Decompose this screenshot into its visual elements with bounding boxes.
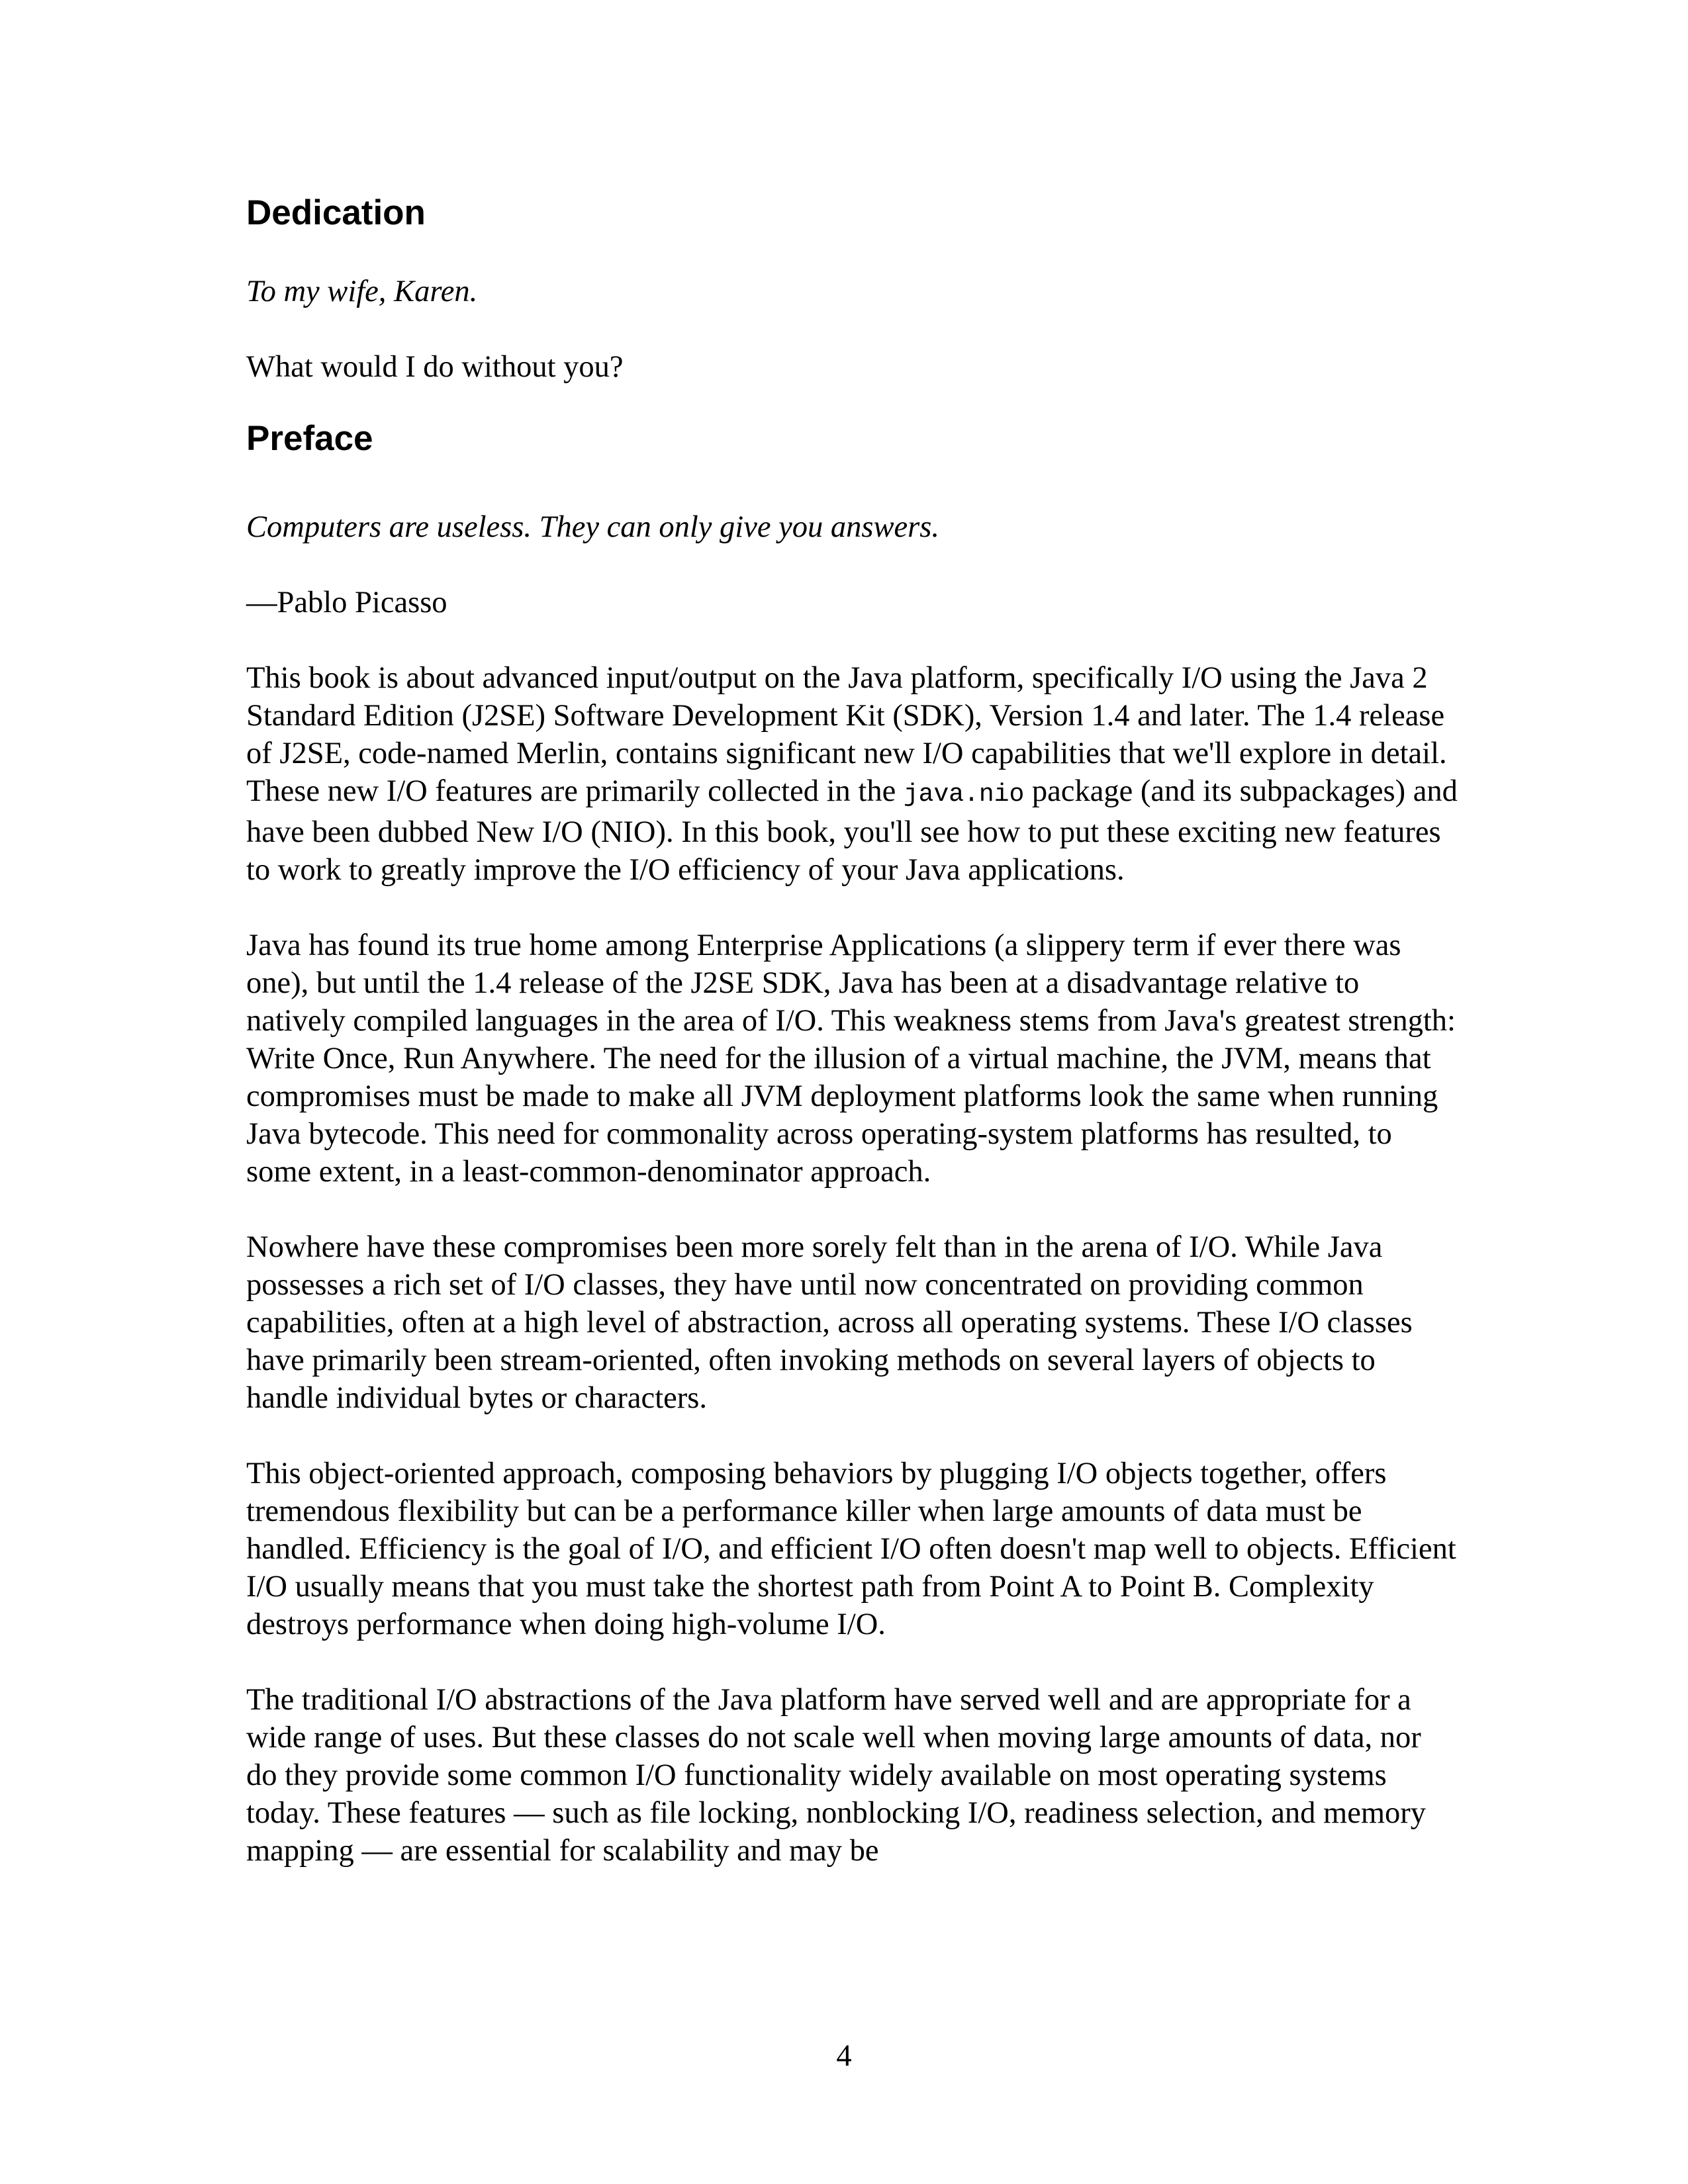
preface-paragraph-1: [246, 659, 1458, 889]
inline-code: java.nio: [903, 780, 1025, 809]
preface-paragraph-4: This object-oriented approach, composing behaviors by plugging I/O objects together, offers tremendous flexibility but can be a performance killer when large amounts of data must be handled. Efficiency is the goal of I/O, and efficient I/O often doesn't map well to objects. Efficient I/O usually means that you must take the shortest path from Point A to Point B. Complexity destroys performance when doing high-volume I/O.: [246, 1457, 1456, 1642]
dedication-heading: Dedication: [246, 193, 426, 232]
preface-paragraph-2: Java has found its true home among Enterprise Applications (a slippery term if ever there was one), but until the 1.4 release of the J2SE SDK, Java has been at a disadvantage relative to natively compiled languages in the area of I/O. This weakness stems from Java's greatest strength: Write Once, Run Anywhere. The need for the illusion of a virtual machine, the JVM, means that compromises must be made to make all JVM deployment platforms look the same when running Java bytecode. This need for commonality across operating-system platforms has resulted, to some extent, in a least-common-denominator approach.: [246, 929, 1456, 1189]
page-number: 4: [836, 2039, 852, 2073]
epigraph-quote: Computers are useless. They can only give you answers.: [246, 510, 939, 545]
preface-paragraph-3: Nowhere have these compromises been more sorely felt than in the arena of I/O. While Java possesses a rich set of I/O classes, they have until now concentrated on providing common capabilities, often at a high level of abstraction, across all operating systems. These I/O classes have primarily been stream-oriented, often invoking methods on several layers of objects to handle individual bytes or characters.: [246, 1230, 1413, 1416]
page-content: [246, 192, 1458, 1870]
paragraph-text: This book is about advanced input/output on the Java platform, specifically I/O using the Java 2 Standard Edition (J2SE) Software Development Kit (SDK), Version 1.4 and later. The 1.4 release of J2SE, code-named Merlin, contains significant new I/O capabilities that we'll explore in detail. These new I/O features are primarily collected in the: [246, 661, 1447, 809]
dedication-line: To my wife, Karen.: [246, 274, 478, 308]
preface-paragraph-5: The traditional I/O abstractions of the Java platform have served well and are appropriate for a wide range of uses. But these classes do not scale well when moving large amounts of data, nor do they provide some common I/O functionality widely available on most operating systems today. These features — such as file locking, nonblocking I/O, readiness selection, and memory mapping — are essential for scalability and may be: [246, 1683, 1427, 1868]
preface-heading: Preface: [246, 418, 373, 458]
epigraph-attribution: —Pablo Picasso: [246, 586, 447, 620]
paragraph-text: package (and its subpackages) and have been dubbed New I/O (NIO). In this book, you'll see how to put these exciting new features to work to greatly improve the I/O efficiency of your Java applications.: [246, 774, 1458, 887]
dedication-question: What would I do without you?: [246, 349, 624, 384]
